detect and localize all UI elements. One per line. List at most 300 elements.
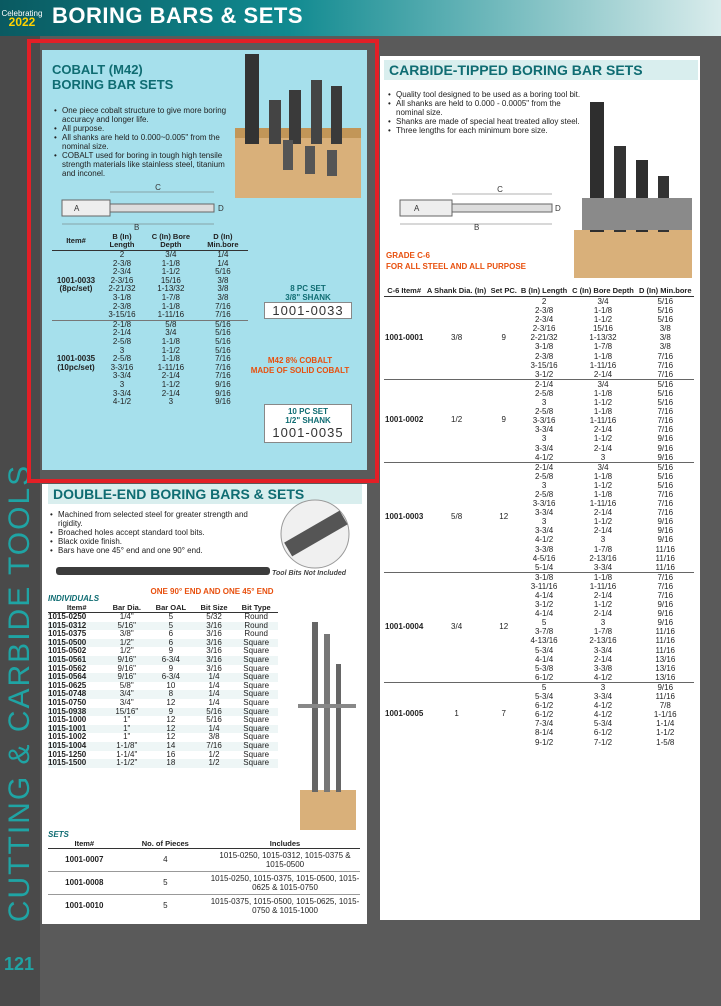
- carbide-set-photo: [570, 90, 696, 280]
- table-cell: 1-13/32: [589, 333, 617, 343]
- table-cell: 7-3/4: [534, 719, 554, 729]
- table-cell: 6: [168, 637, 174, 647]
- carbide-diagram-label-a: A: [414, 204, 420, 213]
- table-cell: Square: [243, 732, 270, 742]
- diagram-label-d: D: [218, 204, 224, 213]
- sets-cell: 1015-0375, 1015-0500, 1015-0625, 1015-0750 & 1015-1000: [210, 897, 360, 915]
- table-cell: 16: [166, 749, 176, 759]
- table-cell: 5/16: [215, 336, 231, 346]
- table-cell: 1-11/16: [589, 581, 617, 591]
- table-cell: 9/16: [215, 388, 231, 398]
- double-end-bullet: • Machined from selected steel for greater strength and rigidity.: [50, 510, 268, 528]
- sets-row: [48, 872, 360, 895]
- table-cell: 5-1/4: [534, 562, 554, 572]
- table-cell: 8: [168, 689, 174, 699]
- table-cell: 3: [541, 480, 547, 490]
- table-cell: 3-3/4: [534, 526, 554, 536]
- table-cell: 1-1/8: [593, 388, 613, 398]
- cobalt-note: M42 8% COBALT MADE OF SOLID COBALT: [250, 356, 350, 375]
- table-cell: 1-7/8: [161, 292, 180, 302]
- table-cell: 2-1/4: [593, 369, 613, 379]
- table-cell: 7/16: [637, 572, 694, 582]
- table-cell: 7/16: [657, 508, 674, 518]
- table-cell: 2-5/8: [112, 354, 132, 364]
- table-cell: 3/4: [165, 328, 177, 338]
- table-cell: 3: [168, 397, 174, 407]
- table-cell: 4-1/2: [534, 452, 554, 462]
- table-cell: 1-7/8: [593, 544, 613, 554]
- table-cell: 1-7/8: [593, 627, 613, 637]
- table-cell: 11/16: [655, 553, 675, 563]
- cobalt-spec-table: [52, 232, 248, 407]
- table-cell: 1-1/8: [593, 306, 613, 316]
- table-cell: 1015-1002: [48, 732, 87, 742]
- table-cell: 7-1/2: [593, 737, 613, 747]
- tool-bit-photo: [270, 496, 360, 576]
- table-cell: 1015-0564: [48, 672, 87, 682]
- table-cell: 3-3/16: [110, 362, 134, 372]
- table-cell: 3: [600, 618, 606, 628]
- table-cell: 12: [166, 715, 176, 725]
- table-cell: 1-1/8: [569, 572, 636, 582]
- double-end-bar-photo: [52, 562, 274, 580]
- shank-cell: 1/2: [424, 379, 489, 462]
- header-bar: [0, 0, 721, 36]
- table-cell: 3/4": [119, 697, 134, 707]
- table-cell: 4-1/2: [593, 701, 613, 711]
- table-cell: 3-11/16: [530, 581, 558, 591]
- table-cell: 3-3/4: [593, 562, 613, 572]
- table-cell: 2-3/16: [110, 275, 134, 285]
- table-cell: 5: [541, 618, 547, 628]
- table-cell: 1/2: [208, 758, 220, 768]
- item-number-cell: 1001-0003: [384, 462, 424, 572]
- table-cell: Round: [244, 629, 268, 639]
- sets-cell: 1001-0008: [65, 877, 104, 887]
- table-cell: Square: [243, 663, 270, 673]
- table-cell: 7/16: [215, 301, 231, 311]
- table-cell: 7/16: [215, 371, 231, 381]
- table-cell: 1-1/8: [161, 336, 180, 346]
- table-cell: 2: [100, 251, 144, 260]
- table-cell: 9/16: [657, 452, 674, 462]
- table-cell: 2-3/8: [112, 258, 132, 268]
- table-cell: 11/16: [655, 562, 675, 572]
- table-cell: 9/16: [657, 517, 674, 527]
- table-cell: 4-1/2: [593, 672, 613, 682]
- table-cell: 1-1/2: [593, 517, 613, 527]
- table-cell: 3/16: [206, 654, 222, 664]
- sets-cell: 5: [163, 877, 168, 887]
- table-cell: 3/8: [217, 284, 229, 294]
- table-header-cell: Item#: [48, 604, 105, 613]
- table-cell: 4-13/16: [530, 636, 558, 646]
- table-cell: 2-1/4: [593, 526, 613, 536]
- table-cell: 14: [166, 740, 176, 750]
- item-number-cell: 1001-0002: [384, 379, 424, 462]
- item-number-cell: 1001-0035 (10pc/set): [52, 320, 100, 406]
- table-cell: 9/16: [657, 434, 674, 444]
- table-cell: 1-1/16: [653, 710, 677, 720]
- table-cell: 1-1/2: [593, 480, 613, 490]
- item-number-cell: 1001-0001: [384, 297, 424, 380]
- tool-bits-caption: Tool Bits Not Included: [272, 570, 347, 577]
- table-cell: 3-1/8: [112, 292, 132, 302]
- table-cell: 3/16: [206, 663, 222, 673]
- table-cell: 7/16: [657, 369, 674, 379]
- carbide-spec-table: [384, 286, 694, 747]
- sets-cell: 5: [163, 900, 168, 910]
- table-cell: 3-3/4: [534, 443, 554, 453]
- table-cell: 2-3/8: [112, 301, 132, 311]
- table-header-row: [384, 286, 694, 297]
- table-cell: 3: [600, 452, 606, 462]
- table-cell: 2-1/4: [593, 609, 613, 619]
- carbide-bullets: [388, 90, 584, 135]
- diagram-label-c: C: [155, 183, 161, 192]
- table-cell: 1015-0312: [48, 620, 87, 630]
- table-header-cell: B (In) Length: [519, 286, 570, 297]
- table-cell: Square: [243, 689, 270, 699]
- table-cell: 9: [168, 646, 174, 656]
- table-cell: 5/16: [657, 388, 674, 398]
- table-header-cell: Bit Size: [194, 604, 235, 613]
- table-cell: 2-13/16: [589, 636, 617, 646]
- table-cell: 5/8: [144, 320, 198, 329]
- table-cell: 6-1/2: [534, 672, 554, 682]
- sets-cell: 1015-0250, 1015-0312, 1015-0375 & 1015-0500: [219, 851, 351, 869]
- table-cell: 2-1/8: [100, 320, 144, 329]
- table-cell: 11/16: [655, 692, 675, 702]
- table-cell: 3/8: [659, 324, 671, 334]
- set-pc-cell: 9: [489, 297, 519, 380]
- table-cell: 2-1/4: [593, 508, 613, 518]
- table-cell: 2-1/4: [519, 379, 570, 389]
- table-cell: 9/16: [657, 526, 674, 536]
- shank-cell: 3/8: [424, 297, 489, 380]
- table-cell: 5/16: [206, 715, 222, 725]
- table-cell: 7/16: [657, 581, 674, 591]
- table-cell: 3-3/4: [593, 645, 613, 655]
- table-cell: 10: [166, 680, 176, 690]
- table-cell: 1015-0502: [48, 646, 87, 656]
- table-cell: 3/4: [569, 462, 636, 472]
- table-cell: 3/8: [659, 333, 671, 343]
- table-cell: 3-1/2: [534, 369, 554, 379]
- table-cell: 5/16: [215, 345, 231, 355]
- table-cell: 2-1/4: [519, 462, 570, 472]
- table-cell: Square: [243, 637, 270, 647]
- sets-header-cell: No. of Pieces: [121, 840, 210, 849]
- table-cell: 1015-0562: [48, 663, 87, 673]
- table-cell: 1015-0748: [48, 689, 87, 699]
- table-cell: 1/4: [198, 251, 248, 260]
- table-cell: 1/4: [217, 258, 229, 268]
- table-header-cell: D (In) Min.bore: [198, 232, 248, 251]
- table-cell: 3-15/16: [530, 360, 558, 370]
- table-cell: 13/16: [655, 654, 676, 664]
- page-number: 121: [4, 954, 35, 974]
- item-number-cell: 1001-0033 (8pc/set): [52, 251, 100, 321]
- table-cell: 7/16: [657, 425, 674, 435]
- table-cell: 2-5/8: [112, 336, 132, 346]
- table-cell: 1-7/8: [593, 342, 613, 352]
- table-cell: 9/16: [215, 397, 231, 407]
- table-row: [384, 462, 694, 472]
- table-cell: 5/8": [119, 680, 134, 690]
- table-cell: 1015-0500: [48, 637, 87, 647]
- table-cell: 1": [123, 715, 131, 725]
- table-cell: 1-1/2: [593, 398, 613, 408]
- table-cell: 5/16: [657, 398, 674, 408]
- table-cell: 1-11/16: [589, 499, 617, 509]
- sets-cell: 1001-0007: [65, 854, 104, 864]
- table-cell: 5/16": [117, 620, 136, 630]
- table-cell: 4-1/4: [534, 609, 554, 619]
- table-cell: 3/8: [217, 275, 229, 285]
- carbide-diagram-label-d: D: [555, 204, 561, 213]
- table-cell: 15/16: [160, 275, 181, 285]
- table-cell: 2-21/32: [108, 284, 136, 294]
- item-number-cell: 1001-0004: [384, 572, 424, 682]
- table-cell: Round: [244, 620, 268, 630]
- table-cell: 5/16: [198, 320, 248, 329]
- table-cell: 1015-1004: [48, 740, 87, 750]
- table-cell: 1015-0375: [48, 629, 87, 639]
- set-pc-cell: 7: [489, 682, 519, 746]
- table-header-cell: Item#: [52, 232, 100, 251]
- double-end-bullet: • Broached holes accept standard tool bits.: [50, 528, 268, 537]
- carbide-diagram-label-b: B: [474, 223, 480, 230]
- table-cell: 4-1/2: [112, 397, 132, 407]
- carbide-panel: [380, 56, 700, 920]
- sets-label: SETS: [48, 830, 69, 839]
- table-row: [48, 759, 278, 768]
- table-cell: 3/8: [659, 342, 671, 352]
- table-cell: 3: [600, 535, 606, 545]
- table-cell: 4-1/2: [534, 535, 554, 545]
- table-cell: 1-11/16: [589, 416, 617, 426]
- table-cell: 5/16: [657, 480, 674, 490]
- table-cell: 2-5/8: [534, 407, 554, 417]
- table-cell: 2-3/16: [532, 324, 556, 334]
- table-cell: 1-1/8: [161, 258, 180, 268]
- table-cell: 5/16: [657, 306, 674, 316]
- sidebar-category-text: CUTTING & CARBIDE TOOLS: [3, 463, 36, 923]
- table-cell: 3/4": [119, 689, 134, 699]
- table-cell: 2: [519, 297, 570, 307]
- table-cell: 11/16: [655, 636, 675, 646]
- table-cell: 3-1/8: [519, 572, 570, 582]
- table-cell: 1-1/2: [161, 345, 180, 355]
- table-cell: 9/16: [657, 443, 674, 453]
- set-10pc-box: 10 PC SET 1/2" SHANK 1001-0035: [264, 404, 352, 443]
- table-header-cell: D (In) Min.bore: [637, 286, 694, 297]
- table-cell: 4-5/16: [532, 553, 556, 563]
- table-cell: Square: [243, 723, 270, 733]
- table-cell: 7/16: [215, 310, 231, 320]
- sets-header-cell: Item#: [48, 840, 121, 849]
- table-cell: 1-1/8: [593, 471, 613, 481]
- page-title: BORING BARS & SETS: [52, 3, 304, 28]
- table-cell: 5-3/8: [534, 663, 554, 673]
- table-cell: 3-15/16: [108, 310, 136, 320]
- table-cell: 2-5/8: [534, 388, 554, 398]
- table-cell: 5: [168, 612, 174, 621]
- grade-note: GRADE C-6 FOR ALL STEEL AND ALL PURPOSE: [386, 251, 527, 271]
- sets-row: [48, 849, 360, 872]
- cobalt-bullet: • All shanks are held to 0.000~0.005" from the nominal size.: [54, 133, 230, 151]
- table-cell: 7/16: [657, 499, 674, 509]
- double-end-panel: [42, 484, 367, 924]
- table-row: [384, 379, 694, 389]
- table-cell: 4-1/4: [534, 654, 554, 664]
- cobalt-panel: [42, 50, 367, 470]
- double-end-bullet: • Bars have one 45° end and one 90° end.: [50, 546, 268, 555]
- carbide-diagram-label-c: C: [497, 186, 503, 194]
- table-cell: 2-5/8: [534, 471, 554, 481]
- cobalt-bullet: • COBALT used for boring in tough high tensile strength materials like stainless steel, titanium and inconel.: [54, 151, 230, 178]
- table-cell: 1015-1000: [48, 715, 87, 725]
- table-cell: 11/16: [655, 627, 675, 637]
- table-cell: 5/16: [215, 267, 231, 277]
- table-cell: 2-3/8: [534, 306, 554, 316]
- table-cell: 1015-0625: [48, 680, 87, 690]
- table-cell: 5/16: [637, 297, 694, 307]
- table-cell: 2-1/4: [161, 371, 180, 381]
- table-cell: 2-3/4: [534, 315, 554, 325]
- double-end-title: DOUBLE-END BORING BARS & SETS: [48, 484, 362, 504]
- table-cell: 11/16: [655, 544, 675, 554]
- double-end-bullet: • Black oxide finish.: [50, 537, 268, 546]
- table-cell: Round: [244, 612, 268, 621]
- table-cell: 7/16: [215, 362, 231, 372]
- shank-cell: 3/4: [424, 572, 489, 682]
- table-cell: 3/4: [569, 297, 636, 307]
- table-cell: 1015-1001: [48, 723, 87, 733]
- table-cell: 1/4: [208, 680, 220, 690]
- table-cell: Square: [243, 740, 270, 750]
- table-cell: Square: [243, 706, 270, 716]
- table-cell: 5-3/4: [534, 692, 554, 702]
- table-cell: 5/16: [637, 462, 694, 472]
- table-cell: Square: [243, 646, 270, 656]
- table-cell: 7/16: [657, 351, 674, 361]
- table-cell: 1": [123, 723, 131, 733]
- table-cell: 7/16: [657, 407, 674, 417]
- sets-cell: 1015-0250, 1015-0375, 1015-0500, 1015-0625 & 1015-0750: [210, 874, 360, 892]
- item-number-cell: 1001-0005: [384, 682, 424, 746]
- table-cell: 9-1/2: [534, 737, 554, 747]
- table-cell: Square: [243, 749, 270, 759]
- carbide-bullet: • All shanks are held to 0.000 - 0.0005" from the nominal size.: [388, 99, 584, 117]
- table-cell: 12: [166, 697, 176, 707]
- table-cell: 1-11/16: [157, 310, 185, 320]
- table-header-cell: Set PC.: [490, 286, 517, 295]
- table-cell: 6-3/4: [161, 654, 180, 664]
- double-end-bullets: [50, 510, 268, 555]
- table-cell: 2-1/4: [593, 425, 613, 435]
- table-cell: 3-3/8: [593, 663, 613, 673]
- table-cell: 2-1/4: [593, 591, 613, 600]
- table-cell: 9: [168, 663, 174, 673]
- table-cell: 1015-1500: [48, 758, 87, 768]
- table-header-row: [52, 232, 248, 251]
- table-cell: 3-3/8: [534, 544, 554, 554]
- table-header-cell: B (In) Length: [100, 232, 144, 251]
- table-cell: Square: [243, 680, 270, 690]
- table-cell: 5/16: [215, 328, 231, 338]
- table-cell: Square: [243, 672, 270, 682]
- table-cell: 1-1/8: [161, 354, 180, 364]
- table-cell: 1-1/2: [593, 315, 613, 325]
- table-cell: 1-1/8: [593, 407, 613, 417]
- table-cell: 4-1/4: [534, 591, 554, 600]
- table-cell: 7/16: [206, 740, 222, 750]
- table-cell: 2-3/4: [112, 267, 132, 277]
- table-cell: 3/8: [217, 292, 229, 302]
- sets-header-row: [48, 840, 360, 849]
- table-cell: 2-1/4: [161, 388, 180, 398]
- table-cell: 3/16: [206, 620, 222, 630]
- table-cell: 1015-0250: [48, 612, 87, 621]
- table-header-cell: Bar Dia.: [105, 604, 148, 613]
- table-cell: 3: [541, 434, 547, 444]
- diagram-label-a: A: [74, 204, 80, 213]
- sets-header-cell: Includes: [210, 840, 360, 849]
- table-cell: 3: [541, 398, 547, 408]
- table-cell: 5: [168, 620, 174, 630]
- table-cell: 2-1/4: [593, 654, 613, 664]
- table-cell: 6-1/2: [593, 728, 613, 738]
- table-cell: 13/16: [655, 672, 676, 682]
- sets-row: [48, 895, 360, 918]
- table-cell: 2-5/8: [534, 489, 554, 499]
- table-cell: 5/16: [657, 471, 674, 481]
- table-cell: 15/16: [592, 324, 614, 334]
- table-cell: 9/16: [657, 618, 674, 628]
- table-cell: 3-1/8: [534, 342, 554, 352]
- shank-cell: 5/8: [424, 462, 489, 572]
- table-cell: 3/8": [119, 629, 134, 639]
- table-cell: 5: [519, 682, 570, 692]
- table-cell: 1-1/2: [161, 267, 180, 277]
- shank-cell: 1: [424, 682, 489, 746]
- table-header-cell: C-6 Item#: [384, 286, 424, 297]
- table-cell: 11/16: [655, 645, 675, 655]
- table-cell: 3-3/16: [532, 416, 556, 426]
- table-cell: 1-1/8": [116, 740, 138, 750]
- table-cell: 9/16: [215, 379, 231, 389]
- table-cell: 4-1/2: [593, 710, 613, 720]
- cobalt-set-photo: [227, 50, 367, 200]
- table-cell: 12: [166, 732, 176, 742]
- table-cell: 3-3/4: [593, 692, 613, 702]
- double-end-sets-table: [48, 840, 360, 917]
- table-cell: 12: [166, 723, 176, 733]
- table-cell: 3-3/16: [532, 499, 556, 509]
- carbide-bullet: • Quality tool designed to be used as a boring tool bit.: [388, 90, 584, 99]
- table-cell: 2-21/32: [530, 333, 558, 343]
- table-cell: 2-3/8: [534, 351, 554, 361]
- table-cell: 3-3/4: [534, 508, 554, 518]
- table-cell: 3-3/4: [534, 425, 554, 435]
- table-cell: 1/4: [208, 689, 220, 699]
- table-cell: 3/16: [206, 646, 222, 656]
- sets-cell: 1001-0010: [65, 900, 104, 910]
- set-pc-cell: 12: [489, 572, 519, 682]
- table-cell: 9/16: [657, 535, 674, 545]
